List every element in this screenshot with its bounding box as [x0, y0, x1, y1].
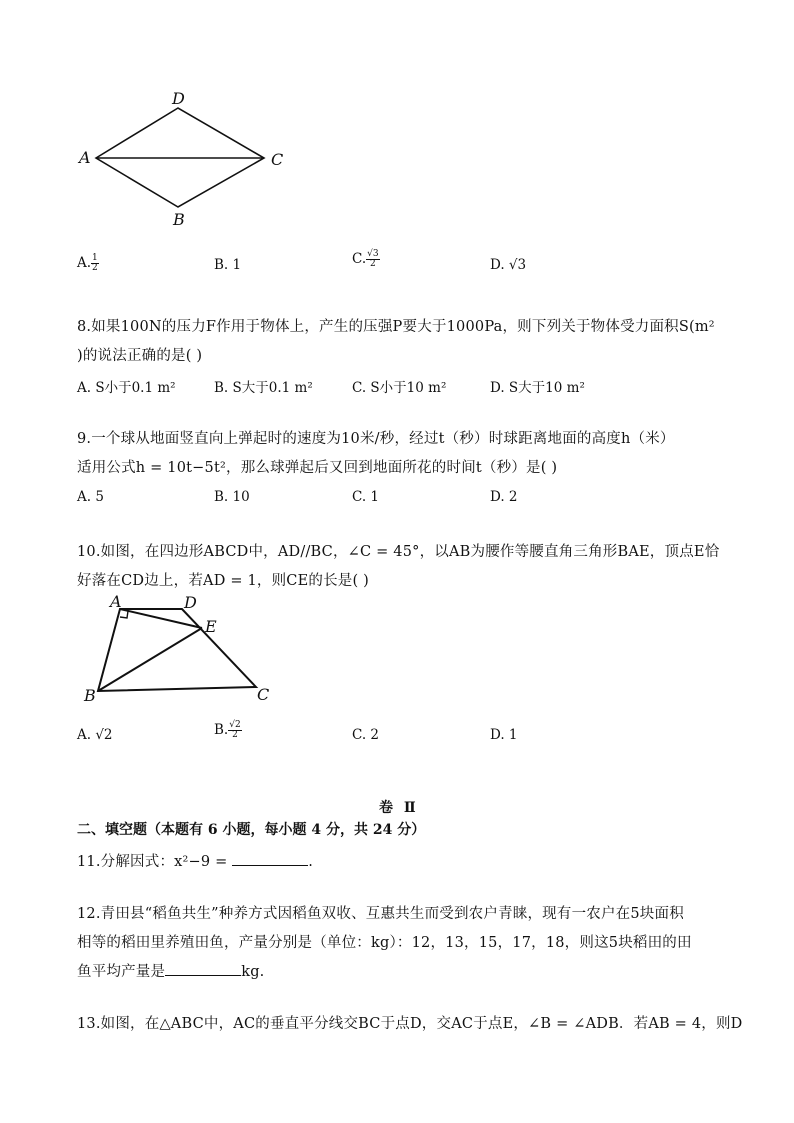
q7-option-c: C. $\frac{√3}{2}$ [352, 249, 379, 269]
q12-answer-blank[interactable] [165, 975, 241, 976]
section-title: 二、填空题（本题有 6 小题，每小题 4 分，共 24 分） [77, 822, 426, 838]
q12-stem-line2: 相等的稻田里养殖田鱼，产量分别是（单位：kg）：12，13，15，17，18，则这5块稻田的田 [77, 935, 692, 951]
trapezoid-figure [78, 592, 278, 707]
q7-option-b: B. 1 [214, 257, 242, 273]
segment-be [98, 628, 202, 691]
q9-option-c: C. 1 [352, 489, 380, 505]
q9-option-b: B. 10 [214, 489, 250, 505]
q11-answer-blank[interactable] [232, 865, 308, 866]
vertex-label-c: C [257, 685, 270, 704]
volume-heading: 卷 Ⅱ [379, 800, 419, 816]
q8-stem-line2: )的说法正确的是( ) [77, 348, 203, 364]
q7-option-d: D. √3 [490, 257, 527, 273]
q8-option-c: C. S小于10 m² [352, 380, 447, 396]
vertex-label-d: D [172, 89, 185, 108]
vertex-label-b: B [173, 210, 185, 229]
vertex-label-a: A [79, 148, 91, 167]
q12-line3-prefix: 鱼平均产量是 [77, 964, 166, 980]
rhombus-figure [70, 85, 295, 235]
q8-option-d: D. S大于10 m² [490, 380, 585, 396]
q11-end: . [308, 854, 314, 870]
q10-option-c: C. 2 [352, 727, 380, 743]
vertex-label-a: A [110, 592, 122, 611]
q12-stem-line3 [77, 960, 264, 981]
q9-stem-line2: 适用公式h = 10t−5t²，那么球弹起后又回到地面所花的时间t（秒）是( ) [77, 460, 558, 476]
q10-stem-line1: 10.如图，在四边形ABCD中，AD//BC，∠C = 45°，以AB为腰作等腰直角三角形BAE，顶点E恰 [77, 544, 720, 560]
q11-text: 11.分解因式：x²−9 = [77, 854, 233, 870]
q10-option-b: B. $\frac{√2}{2}$ [214, 720, 241, 740]
q13-stem-line1: 13.如图，在△ABC中，AC的垂直平分线交BC于点D，交AC于点E，∠B = ∠ADB．若AB = 4，则D [77, 1016, 743, 1032]
q10-stem-line2: 好落在CD边上，若AD = 1，则CE的长是( ) [77, 573, 370, 589]
q12-stem-line1: 12.青田县“稻鱼共生”种养方式因稻鱼双收、互惠共生而受到农户青睐，现有一农户在5块面积 [77, 906, 684, 922]
vertex-label-b: B [84, 686, 96, 705]
q12-line3-suffix: kg. [241, 964, 265, 980]
q8-option-b: B. S大于0.1 m² [214, 380, 313, 396]
q8-stem-line1: 8.如果100N的压力F作用于物体上，产生的压强P要大于1000Pa，则下列关于物体受力面积S(m² [77, 319, 715, 335]
q7-option-a: A. $\frac{1}{2}$ [77, 253, 98, 273]
q9-option-a: A. 5 [77, 489, 104, 505]
vertex-label-d: D [184, 593, 197, 612]
q10-option-d: D. 1 [490, 727, 518, 743]
vertex-label-c: C [271, 150, 284, 169]
q9-option-d: D. 2 [490, 489, 518, 505]
q10-option-a: A. √2 [77, 727, 113, 743]
right-angle-mark [120, 611, 128, 618]
q9-stem-line1: 9.一个球从地面竖直向上弹起时的速度为10米/秒，经过t（秒）时球距离地面的高度h（米） [77, 431, 675, 447]
q11-stem [77, 850, 313, 871]
q8-option-a: A. S小于0.1 m² [77, 380, 176, 396]
vertex-label-e: E [205, 617, 217, 636]
